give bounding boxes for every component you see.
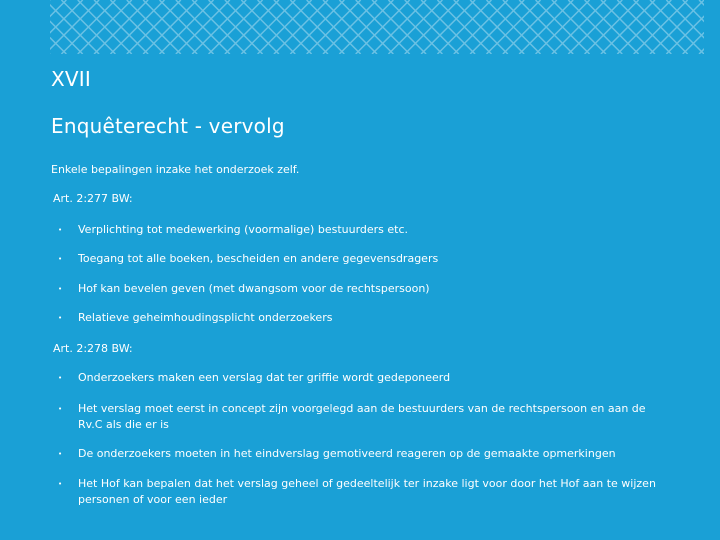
list-item-text: Verplichting tot medewerking (voormalige) bestuurders etc. — [78, 223, 409, 236]
slide-number: XVII — [51, 67, 91, 91]
pattern-line — [666, 0, 704, 54]
list-item-text: Toegang tot alle boeken, bescheiden en andere gegevensdragers — [78, 252, 439, 265]
list-item-text: Hof kan bevelen geven (met dwangsom voor de rechtspersoon) — [78, 282, 430, 295]
bullet-icon: • — [58, 405, 63, 413]
bullet-icon: • — [58, 255, 63, 263]
pattern-line — [666, 0, 704, 54]
decorative-pattern — [50, 0, 704, 54]
pattern-line — [699, 0, 704, 54]
pattern-line — [699, 0, 704, 54]
bullet-icon: • — [58, 285, 63, 293]
bullet-icon: • — [58, 450, 63, 458]
intro-text: Enkele bepalingen inzake het onderzoek zelf. — [51, 163, 300, 176]
list-item-text: Onderzoekers maken een verslag dat ter griffie wordt gedeponeerd — [78, 371, 451, 384]
list-item-text: De onderzoekers moeten in het eindverslag gemotiveerd reageren op de gemaakte opmerkingen — [78, 447, 616, 460]
section-heading: Art. 2:278 BW: — [53, 342, 133, 355]
bullet-icon: • — [58, 226, 63, 234]
bullet-icon: • — [58, 374, 63, 382]
section-heading: Art. 2:277 BW: — [53, 192, 133, 205]
bullet-icon: • — [58, 480, 63, 488]
list-item-text: Het verslag moet eerst in concept zijn voorgelegd aan de bestuurders van de rechtspersoon en aan de Rv.C als die er is — [78, 402, 646, 431]
bullet-icon: • — [58, 314, 63, 322]
list-item-text: Relatieve geheimhoudingsplicht onderzoekers — [78, 311, 333, 324]
slide-title: Enquêterecht - vervolg — [51, 114, 285, 138]
pattern-line — [50, 0, 83, 54]
list-item-text: Het Hof kan bepalen dat het verslag geheel of gedeeltelijk ter inzake ligt voor door het Hof aan te wijzen personen of voor een ieder — [78, 477, 656, 506]
